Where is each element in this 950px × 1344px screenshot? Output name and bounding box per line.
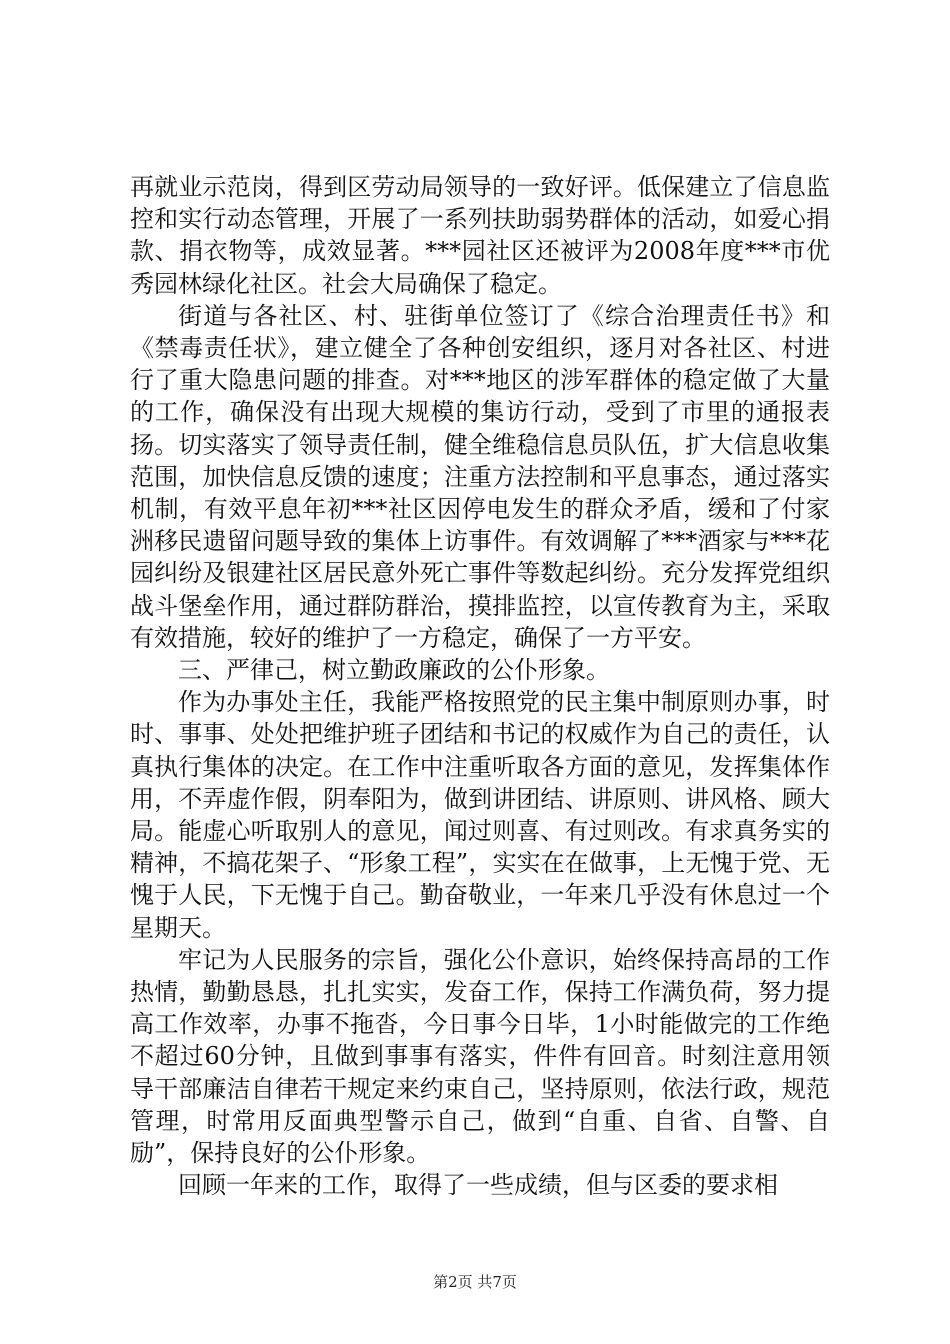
paragraph-4: 牢记为人民服务的宗旨，强化公仆意识，始终保持高昂的工作热情，勤勤恳恳，扎扎实实，发奋工作，保持工作满负荷，努力提高工作效率，办事不拖沓，今日事今日毕，1小时能做完的工作绝不超过60分钟，且做到事事有落实，件件有回音。时刻注意用领导干部廉洁自律若干规定来约束自己，坚持原则，依法行政，规范管理，时常用反面典型警示自己，做到“自重、自省、自警、自励”，保持良好的公仆形象。 bbox=[130, 945, 830, 1168]
paragraph-3: 作为办事处主任，我能严格按照党的民主集中制原则办事，时时、事事、处处把维护班子团结和书记的权威作为自己的责任，认真执行集体的决定。在工作中注重听取各方面的意见，发挥集体作用，不弄虚作假，阴奉阳为，做到讲团结、讲原则、讲风格、顾大局。能虚心听取别人的意见，闻过则喜、有过则改。有求真务实的精神，不搞花架子、“形象工程”，实实在在做事，上无愧于党、无愧于人民，下无愧于自己。勤奋敬业，一年来几乎没有休息过一个星期天。 bbox=[130, 688, 830, 942]
paragraph-2: 街道与各社区、村、驻街单位签订了《综合治理责任书》和《禁毒责任状》，建立健全了各种创安组织，逐月对各社区、村进行了重大隐患问题的排查。对***地区的涉军群体的稳定做了大量的工作，确保没有出现大规模的集访行动，受到了市里的通报表扬。切实落实了领导责任制，健全维稳信息员队伍，扩大信息收集范围，加快信息反馈的速度；注重方法控制和平息事态，通过落实机制，有效平息年初***社区因停电发生的群众矛盾，缓和了付家洲移民遗留问题导致的集体上访事件。有效调解了***酒家与***花园纠纷及银建社区居民意外死亡事件等数起纠纷。充分发挥党组织战斗堡垒作用，通过群防群治，摸排监控，以宣传教育为主，采取有效措施，较好的维护了一方稳定，确保了一方平安。 bbox=[130, 301, 830, 652]
document-body bbox=[130, 171, 830, 1202]
section-heading: 三、严律己，树立勤政廉政的公仆形象。 bbox=[178, 656, 610, 685]
paragraph-5: 回顾一年来的工作，取得了一些成绩，但与区委的要求相 bbox=[178, 1171, 778, 1200]
paragraph-1: 再就业示范岗，得到区劳动局领导的一致好评。低保建立了信息监控和实行动态管理，开展了一系列扶助弱势群体的活动，如爱心捐款、捐衣物等，成效显著。***园社区还被评为2008年度***市优秀园林绿化社区。社会大局确保了稳定。 bbox=[130, 173, 830, 298]
page-footer bbox=[0, 1271, 950, 1292]
page-number: 第2页 共7页 bbox=[433, 1273, 517, 1291]
